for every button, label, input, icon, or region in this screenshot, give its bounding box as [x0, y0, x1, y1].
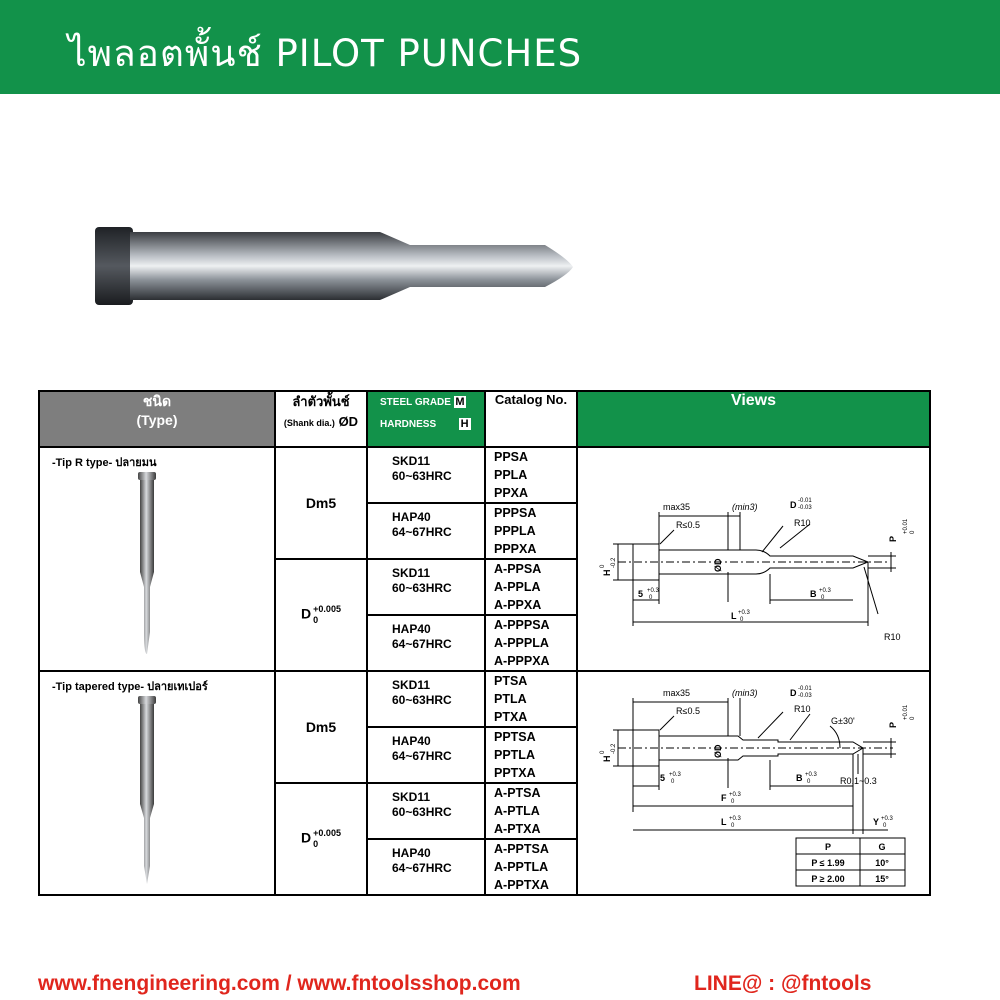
dim-d: D: [790, 500, 797, 510]
catalog-no: PTLA: [494, 692, 527, 706]
pg-row1-p: P ≤ 1.99: [811, 858, 845, 868]
type-r-label: -Tip R type- ปลายมน: [52, 457, 157, 469]
dim-d-lo: -0.03: [798, 505, 812, 511]
dim-p: P: [888, 535, 898, 542]
catalog-cell: [485, 447, 577, 503]
catalog-no: A-PPPXA: [494, 654, 550, 668]
title-banner: [0, 0, 1000, 94]
dim-h-up: 0: [600, 750, 606, 754]
dim-h-lo: -0.2: [611, 743, 617, 754]
dim-od: ØD: [713, 744, 723, 758]
dim-r10-tip: R10: [884, 632, 901, 642]
catalog-no: PPPLA: [494, 524, 536, 538]
dim-r01: R0.1~0.3: [840, 776, 877, 786]
dim-b-lo: 0: [821, 595, 825, 601]
material-grade: SKD11: [392, 454, 431, 468]
type-tapered-label: -Tip tapered type- ปลายเทเปอร์: [52, 681, 208, 693]
material-grade: HAP40: [392, 622, 431, 636]
catalog-no: A-PPSA: [494, 562, 542, 576]
type-tapered-cell: [39, 671, 275, 895]
dim-b-lo: 0: [807, 779, 811, 785]
catalog-no: PTSA: [494, 674, 528, 688]
tip-r-drawing-cell: [577, 447, 930, 671]
catalog-no: A-PPPSA: [494, 618, 550, 632]
dim-5-lo: 0: [649, 595, 653, 601]
catalog-no: PPPXA: [494, 542, 537, 556]
material-cell: [367, 783, 485, 839]
pg-col-p: P: [824, 842, 832, 852]
dim-p-lo: 0: [910, 530, 916, 534]
shank-header: [275, 391, 367, 447]
dim-h-up: 0: [600, 564, 606, 568]
tip-tapered-pin-image: [134, 696, 160, 886]
dim-5: 5: [660, 773, 666, 783]
footer-line-id[interactable]: LINE@ : @fntools: [694, 972, 872, 995]
shank-d-tol-upper: +0.005: [313, 828, 341, 838]
dim-r10-top: R10: [794, 518, 811, 528]
shank-d-symbol: D: [301, 829, 312, 846]
material-grade: HAP40: [392, 734, 431, 748]
catalog-no: PPTSA: [494, 730, 536, 744]
material-hardness: 64~67HRC: [392, 861, 452, 875]
dim-l-min3: (min3): [732, 502, 758, 512]
material-cell: [367, 447, 485, 503]
material-hardness: 64~67HRC: [392, 749, 452, 763]
tip-r-pin-image: [134, 472, 160, 656]
dim-h: H: [602, 569, 612, 576]
catalog-cell: [485, 559, 577, 615]
material-cell: [367, 559, 485, 615]
catalog-no: PPSA: [494, 450, 529, 464]
shank-header-th: ลำตัวพั้นช์: [292, 394, 350, 409]
dim-5-lo: 0: [671, 779, 675, 785]
dim-r05: R≤0.5: [676, 520, 700, 530]
dim-d: D: [790, 688, 797, 698]
material-cell: [367, 615, 485, 671]
catalog-cell: [485, 783, 577, 839]
material-grade: SKD11: [392, 790, 431, 804]
catalog-no: A-PPTSA: [494, 842, 549, 856]
dim-d-up: -0.01: [798, 498, 812, 504]
material-cell: [367, 727, 485, 783]
type-r-cell: [39, 447, 275, 671]
catalog-no: A-PTSA: [494, 786, 541, 800]
dim-l: L: [731, 611, 737, 621]
catalog-no: A-PPTLA: [494, 860, 549, 874]
spec-table: [38, 390, 931, 896]
catalog-cell: [485, 839, 577, 895]
dim-l-min3: (min3): [732, 688, 758, 698]
dim-5: 5: [638, 589, 644, 599]
dim-g: G±30': [831, 716, 855, 726]
dim-p: P: [888, 721, 898, 728]
material-grade: HAP40: [392, 510, 431, 524]
dim-b-up: +0.3: [819, 588, 831, 594]
dim-r10: R10: [794, 704, 811, 714]
pg-col-g: G: [878, 842, 886, 852]
material-grade: SKD11: [392, 678, 431, 692]
dim-f-lo: 0: [731, 799, 735, 805]
tip-tapered-technical-drawing: [578, 674, 927, 892]
catalog-no: A-PTLA: [494, 804, 540, 818]
dim-5-up: +0.3: [669, 772, 681, 778]
steel-grade-label: STEEL GRADE: [380, 397, 451, 408]
catalog-no: PPPSA: [494, 506, 537, 520]
shank-d-tol-lower: 0: [313, 615, 319, 625]
views-header: Views: [577, 391, 930, 447]
shank-symbol: ØD: [338, 414, 359, 429]
tip-tapered-drawing-cell: [577, 671, 930, 895]
material-hardness: 60~63HRC: [392, 693, 452, 707]
dim-d-up: -0.01: [798, 686, 812, 692]
type-header-th: ชนิด: [142, 393, 172, 409]
dim-y-up: +0.3: [881, 816, 893, 822]
steel-grade-header: [367, 391, 485, 447]
shank-dm5-t: Dm5: [275, 671, 367, 783]
catalog-cell: [485, 503, 577, 559]
shank-dm5-r: Dm5: [275, 447, 367, 559]
page-title: ไพลอตพั้นช์ PILOT PUNCHES: [68, 32, 583, 75]
catalog-no: PPXA: [494, 486, 529, 500]
catalog-no: A-PPTXA: [494, 878, 549, 892]
dim-max35: max35: [663, 502, 691, 512]
catalog-no: A-PTXA: [494, 822, 541, 836]
material-cell: [367, 503, 485, 559]
dim-p-lo: 0: [910, 716, 916, 720]
pg-row2-g: 15°: [875, 874, 889, 884]
dim-y-lo: 0: [883, 823, 887, 829]
catalog-cell: [485, 727, 577, 783]
catalog-no: A-PPXA: [494, 598, 542, 612]
material-hardness: 60~63HRC: [392, 469, 452, 483]
catalog-header: Catalog No.: [485, 391, 577, 447]
pg-row1-g: 10°: [875, 858, 889, 868]
dim-d-lo: -0.03: [798, 693, 812, 699]
catalog-no: A-PPPLA: [494, 636, 549, 650]
catalog-no: PPTXA: [494, 766, 536, 780]
steel-grade-code: M: [455, 396, 465, 408]
catalog-no: PPTLA: [494, 748, 535, 762]
pg-row2-p: P ≥ 2.00: [811, 874, 845, 884]
material-hardness: 60~63HRC: [392, 581, 452, 595]
dim-5-up: +0.3: [647, 588, 659, 594]
dim-f: F: [721, 793, 727, 803]
shank-d-r: [275, 559, 367, 671]
dim-b-up: +0.3: [805, 772, 817, 778]
dim-l-up: +0.3: [738, 610, 750, 616]
pilot-punch-photo: [90, 215, 580, 315]
shank-d-symbol: D: [301, 605, 312, 622]
shank-d-t: [275, 783, 367, 895]
material-grade: HAP40: [392, 846, 431, 860]
dim-h-lo: -0.2: [611, 557, 617, 568]
dim-l-lo: 0: [740, 617, 744, 623]
material-cell: [367, 671, 485, 727]
material-hardness: 64~67HRC: [392, 637, 452, 651]
catalog-no: PPLA: [494, 468, 528, 482]
dim-od: ØD: [713, 558, 723, 572]
dim-h: H: [602, 755, 612, 762]
catalog-cell: [485, 615, 577, 671]
dim-b: B: [796, 773, 803, 783]
dim-p-up: +0.01: [903, 704, 909, 720]
material-hardness: 60~63HRC: [392, 805, 452, 819]
shank-d-tol-upper: +0.005: [313, 604, 341, 614]
material-cell: [367, 839, 485, 895]
dim-r05: R≤0.5: [676, 706, 700, 716]
hardness-code: H: [459, 418, 471, 430]
catalog-cell: [485, 671, 577, 727]
type-header-en: (Type): [136, 412, 178, 428]
type-header: [39, 391, 275, 447]
dim-l: L: [721, 817, 727, 827]
catalog-no: A-PPLA: [494, 580, 541, 594]
dim-l-up: +0.3: [729, 816, 741, 822]
shank-d-tol-lower: 0: [313, 839, 319, 849]
dim-f-up: +0.3: [729, 792, 741, 798]
material-grade: SKD11: [392, 566, 431, 580]
catalog-no: PTXA: [494, 710, 528, 724]
dim-y: Y: [873, 817, 880, 827]
shank-header-en: (Shank dia.): [283, 418, 335, 428]
dim-b: B: [810, 589, 817, 599]
dim-max35: max35: [663, 688, 691, 698]
dim-p-up: +0.01: [903, 518, 909, 534]
material-hardness: 64~67HRC: [392, 525, 452, 539]
hardness-label: HARDNESS: [380, 419, 437, 430]
footer-websites[interactable]: www.fnengineering.com / www.fntoolsshop.com: [38, 972, 521, 995]
tip-r-technical-drawing: [578, 452, 927, 666]
dim-l-lo: 0: [731, 823, 735, 829]
